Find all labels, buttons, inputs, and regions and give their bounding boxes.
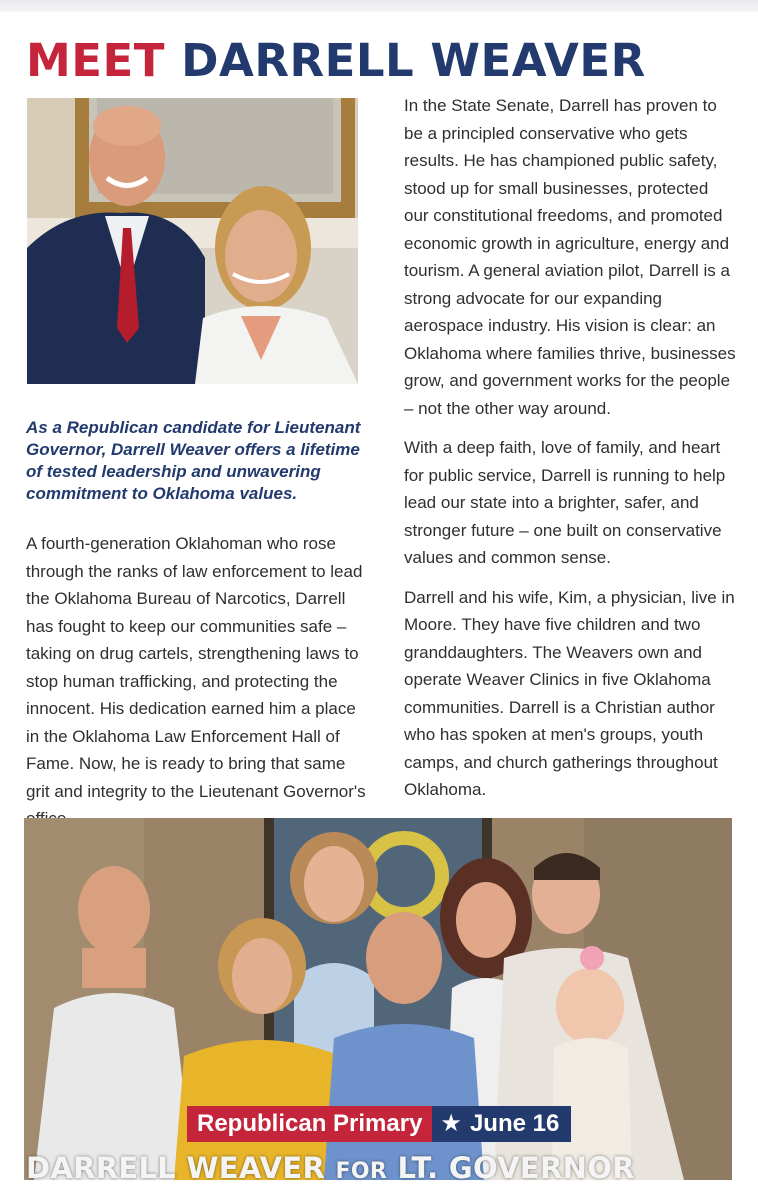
campaign-footer-title — [26, 1148, 732, 1188]
footer-for: FOR — [335, 1159, 388, 1184]
page-title — [26, 36, 736, 86]
candidate-portrait-photo — [27, 98, 358, 384]
banner-date-block — [432, 1106, 571, 1142]
bio-paragraph-family: Darrell and his wife, Kim, a physician, live in Moore. They have five children and two granddaughters. The Weavers own and operate Weaver Clinics in five Oklahoma communities. Darrell is a Christian author who has spoken at men's groups, youth camps, and church gatherings throughout Oklahoma. — [404, 587, 735, 799]
banner-primary-label: Republican Primary — [187, 1106, 432, 1142]
top-edge — [0, 0, 758, 12]
bio-paragraph-senate: In the State Senate, Darrell has proven to be a principled conservative who gets results. He has championed public safety, stood up for small businesses, protected our constitutional freedoms, and promoted economic growth in agriculture, energy and tourism. A general aviation pilot, Darrell is a strong advocate for our expanding aerospace industry. His vision is clear: an Oklahoma where families thrive, businesses grow, and government works for the people – not the other way around. — [404, 96, 736, 418]
right-column — [404, 92, 736, 816]
title-name: DARRELL WEAVER — [181, 34, 646, 87]
title-meet: MEET — [26, 34, 165, 87]
footer-name: DARRELL WEAVER — [26, 1151, 326, 1185]
footer-office: LT. GOVERNOR — [397, 1151, 635, 1185]
bio-paragraph-faith: With a deep faith, love of family, and heart for public service, Darrell is running to help lead our state into a brighter, safer, and stronger future – one built on conservative values and common sense. — [404, 438, 726, 567]
star-icon: ★ — [440, 1110, 462, 1137]
left-column — [26, 530, 366, 833]
banner-date: June 16 — [469, 1110, 560, 1137]
primary-date-banner — [187, 1106, 571, 1142]
candidate-intro-caption: As a Republican candidate for Lieutenant Governor, Darrell Weaver offers a lifetime of tested leadership and unwavering commitment to Oklahoma values. — [26, 418, 361, 503]
bio-paragraph-law-enforcement: A fourth-generation Oklahoman who rose through the ranks of law enforcement to lead the Oklahoma Bureau of Narcotics, Darrell has fought to keep our communities safe – taking on drug cartels, strengthening laws to stop human trafficking, and protecting the innocent. His dedication earned him a place in the Oklahoma Law Enforcement Hall of Fame. Now, he is ready to bring that same grit and integrity to the Lieutenant Governor's — [26, 534, 366, 801]
